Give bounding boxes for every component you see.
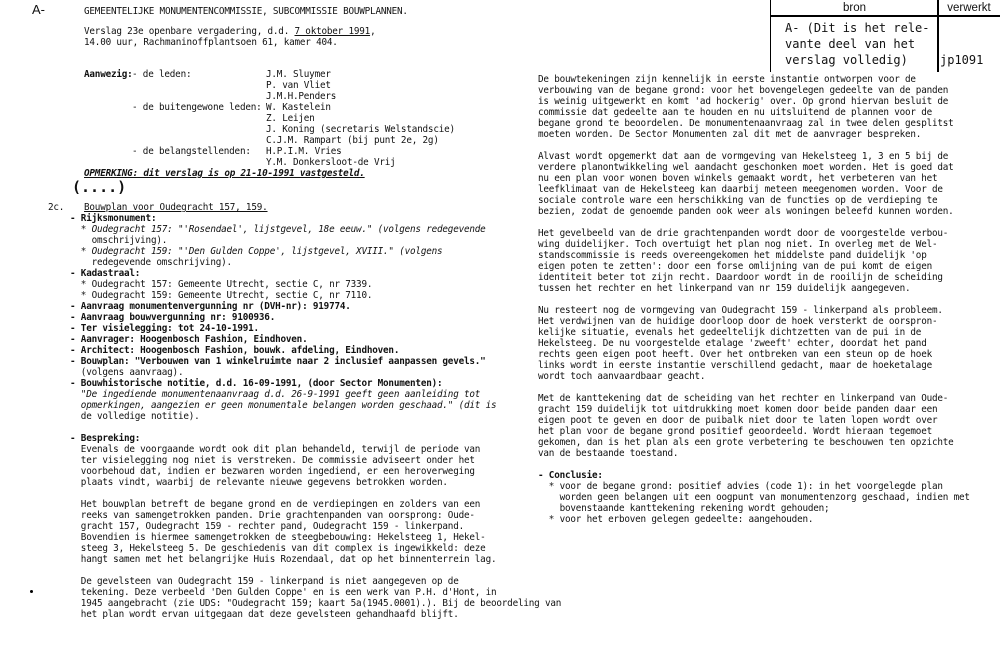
text-line: ter visielegging nog niet is verstreken. De commissie adviseert onder het [70, 455, 475, 466]
text-line: voorbehoud dat, indien er bezwaren worden ingediend, er een heroverweging [70, 466, 475, 477]
text-line: De gevelsteen van Oudegracht 159 - linkerpand is niet aangegeven op de [70, 576, 459, 587]
text-line: - Aanvraag bouwvergunning nr: 9100936. [70, 312, 276, 323]
text-line: hangt samen met het belangrijke Huis Rozendaal, dat op het binnenterrein lag. [70, 554, 497, 565]
text-line: * Oudegracht 159: Gemeente Utrecht, sectie C, nr 7110. [70, 290, 373, 301]
bron-note-line-3: verslag volledig) [785, 53, 908, 67]
text-line: het plan wordt ervan uitgegaan dat deze gevelsteen gehandhaafd blijft. [70, 609, 459, 620]
text-line: "De ingediende monumentenaanvraag d.d. 26-9-1991 geeft geen aanleiding tot [70, 389, 481, 400]
text-line: De bouwtekeningen zijn kennelijk in eerste instantie ontworpen voor de [538, 74, 916, 85]
text-line: kelijke situatie, evenals het gedeeltelijk dichtzetten van de pui in de [538, 327, 922, 338]
attendance-name: C.J.M. Rampart (bij punt 2e, 2g) [266, 135, 439, 146]
text-line: - Aanvraag monumentenvergunning nr (DVH-nr): 919774. [70, 301, 351, 312]
text-line: - Bespreking: [70, 433, 141, 444]
meeting-date: 7 oktober 1991 [294, 26, 371, 37]
text-line: - Rijksmonument: [70, 213, 157, 224]
text-line: standscommissie is reeds overeengekomen het middelste pand duidelijk 'op [538, 250, 927, 261]
attendance-role: - de belangstellenden: [132, 146, 251, 157]
text-line: identiteit beter tot zijn recht. Daardoor wordt in de rooilijn de scheiding [538, 272, 943, 283]
text-line: * Oudegracht 157: Gemeente Utrecht, sectie C, nr 7339. [70, 279, 373, 290]
text-line: - Conclusie: [538, 470, 603, 481]
text-line: commissie dat gedeelte aan te houden en nu uitsluitend de plannen voor de [538, 107, 932, 118]
text-line: Nu resteert nog de vormgeving van Oudegracht 159 - linkerpand als probleem. [538, 305, 943, 316]
text-line: - Bouwplan: "Verbouwen van 1 winkelruimte naar 2 inclusief aanpassen gevels." [70, 356, 486, 367]
text-line: opmerkingen, aangezien er geen monumentale belangen worden geschaad." (dit is [70, 400, 497, 411]
text-line: Bovendien is hiermee samengetrokken de steegbebouwing: Hekelsteeg 1, Hekel- [70, 532, 486, 543]
document-title: GEMEENTELIJKE MONUMENTENCOMMISSIE, SUBCOMMISSIE BOUWPLANNEN. [84, 6, 408, 17]
text-line: worden geen belangen uit een oogpunt van monumentenzorg geschaad, indien met [538, 492, 970, 503]
text-line: rechts geen eigen poot heeft. Over het ontbreken van een steun op de hoek [538, 349, 932, 360]
text-line: Hekelsteeg. De nu voorgestelde etalage 'zweeft' echter, doordat het pand [538, 338, 927, 349]
meeting-location: 14.00 uur, Rachmaninoffplantsoen 61, kamer 404. [84, 37, 338, 48]
item-right-column [538, 74, 970, 536]
meeting-line-pre: Verslag 23e openbare vergadering, d.d. [84, 26, 295, 37]
meeting-line-post: , [370, 26, 376, 37]
text-line: * Oudegracht 157: "'Rosendael', lijstgevel, 18e eeuw." (volgens redegevende [70, 224, 486, 235]
reference-code: jp1091 [940, 53, 984, 67]
paragraph [538, 151, 970, 217]
item-number: 2c. [48, 202, 65, 213]
text-line: het plan voor de begane grond positief geoordeeld. Wordt hieraan tegemoet [538, 426, 932, 437]
text-line: gekomen, dan is het plan als een grote verbetering te beschouwen ten opzichte [538, 437, 954, 448]
paragraph [538, 74, 970, 140]
text-line: bovenstaande kanttekening rekening wordt gehouden; [538, 503, 830, 514]
text-line: 1945 aangebracht (zie UDS: "Oudegracht 159; kaart 5a(1945.0001).). Bij de beoordeling van [70, 598, 562, 609]
attendance-role: - de buitengewone leden: [132, 102, 262, 113]
text-line: nu een plan voor wonen boven winkels gemaakt wordt, het verbeteren van het [538, 173, 938, 184]
text-line: * voor het erboven gelegen gedeelte: aangehouden. [538, 514, 814, 525]
bron-note-line-1: A- (Dit is het rele- [785, 21, 930, 35]
text-line: sociale controle ware een herschikking van de functies op de verdieping te [538, 195, 938, 206]
col-verwerkt-label: verwerkt [947, 2, 991, 14]
ellipsis: (....) [72, 178, 127, 196]
text-line: Het bouwplan betreft de begane grond en de verdiepingen en zolders van een [70, 499, 481, 510]
verwerkt-cell [937, 15, 1000, 72]
text-line: links wordt in eerste instantie verschillend gedacht, maar de hoeketalage [538, 360, 932, 371]
text-line: plaats vindt, waarbij de relevante nieuwe gegevens betrokken worden. [70, 477, 448, 488]
text-line: omschrijving). [70, 235, 168, 246]
text-line: Met de kanttekening dat de scheiding van het rechter en linkerpand van Oude- [538, 393, 949, 404]
text-line: eigen poten te zetten': door een forse omlijning van de pui komt de eigen [538, 261, 932, 272]
attendance-name: J. Koning (secretaris Welstandscie) [266, 124, 455, 135]
text-line: Evenals de voorgaande wordt ook dit plan behandeld, terwijl de periode van [70, 444, 481, 455]
spacer-line [70, 488, 561, 499]
text-line: wordt toch aanvaardbaar geacht. [538, 371, 706, 382]
text-line: - Kadastraal: [70, 268, 141, 279]
text-line: * voor de begane grond: positief advies (code 1): in het voorgelegde plan [538, 481, 943, 492]
spacer-line [70, 565, 561, 576]
paragraph [538, 393, 970, 459]
text-line: verdere planontwikkeling wel aandacht geschonken moet worden. Het is goed dat [538, 162, 954, 173]
text-line: * Oudegracht 159: "'Den Gulden Coppe', lijstgevel, XVIII." (volgens [70, 246, 443, 257]
meeting-line [84, 26, 375, 37]
attendance-name: H.P.I.M. Vries [266, 146, 342, 157]
text-line: wing duidelijker. Toch overtuigt het plan nog niet. In overleg met de Wel- [538, 239, 938, 250]
remark: OPMERKING: dit verslag is op 21-10-1991 vastgesteld. [84, 168, 365, 179]
text-line: - Ter visielegging: tot 24-10-1991. [70, 323, 259, 334]
text-line: Alvast wordt opgemerkt dat aan de vormgeving van Hekelsteeg 1, 3 en 5 bij de [538, 151, 949, 162]
text-line: - Architect: Hoogenbosch Fashion, bouwk. afdeling, Eindhoven. [70, 345, 400, 356]
paragraph [538, 470, 970, 525]
attendance-name: Z. Leijen [266, 113, 315, 124]
text-line: bezien, zodat de genoemde panden ook weer als woningen beleefd kunnen worden. [538, 206, 954, 217]
attendance-name: W. Kastelein [266, 102, 331, 113]
source-table [762, 0, 1000, 72]
text-line: is weinig uitgewerkt en komt 'ad hockerig' over. Op grond hiervan besluit de [538, 96, 949, 107]
margin-dot [30, 590, 33, 593]
attendance-role: - de leden: [132, 69, 192, 80]
text-line: redegevende omschrijving). [70, 257, 232, 268]
spacer-line [70, 422, 561, 433]
bron-cell [770, 15, 939, 72]
paragraph [538, 305, 970, 382]
attendance-name: J.M. Sluymer [266, 69, 331, 80]
text-line: Het gevelbeeld van de drie grachtenpanden wordt door de voorgestelde verbou- [538, 228, 949, 239]
text-line: eigen poot te geven en door de puibalk niet door te laten lopen wordt over [538, 415, 938, 426]
text-line: gracht 159 duidelijk tot uitdrukking moet komen door beide panden daar een [538, 404, 938, 415]
text-line: gracht 157, Oudegracht 159 - rechter pand, Oudegracht 159 - linkerpand. [70, 521, 464, 532]
paragraph [538, 228, 970, 294]
text-line: de volledige notitie). [70, 411, 200, 422]
item-title: Bouwplan voor Oudegracht 157, 159. [84, 202, 268, 213]
text-line: begane grond te beoordelen. De monumentenaanvraag zal in twee delen gesplitst [538, 118, 954, 129]
text-line: leefklimaat van de Hekelsteeg kan daarbij meteen meegenomen worden. Voor de [538, 184, 943, 195]
page-marker: A- [32, 2, 45, 17]
text-line: (volgens aanvraag). [70, 367, 184, 378]
text-line: tussen het rechter en het linkerpand van nr 159 duidelijk aangegeven. [538, 283, 911, 294]
bron-note-line-2: vante deel van het [785, 37, 916, 51]
text-line: tekening. Deze verbeeld 'Den Gulden Coppe' en is een werk van P.H. d'Hont, in [70, 587, 497, 598]
attendance-name: Y.M. Donkersloot-de Vrij [266, 157, 396, 168]
item-left-column [70, 213, 561, 620]
text-line: verbouwing van de begane grond: voor het bovengelegen gedeelte van de panden [538, 85, 949, 96]
text-line: steeg 3, Hekelsteeg 5. De geschiedenis van dit complex is ingewikkeld: deze [70, 543, 486, 554]
col-bron-label: bron [842, 2, 867, 14]
text-line: van de bestaande toestand. [538, 448, 679, 459]
text-line: - Bouwhistorische notitie, d.d. 16-09-1991, (door Sector Monumenten): [70, 378, 443, 389]
attendance-label: Aanwezig: [84, 69, 133, 80]
attendance-name: P. van Vliet [266, 80, 331, 91]
text-line: Het verdwijnen van de huidige doorloop door de hoek versterkt de oorspron- [538, 316, 938, 327]
text-line: reeks van samengetrokken panden. Drie grachtenpanden van oorsprong: Oude- [70, 510, 475, 521]
attendance-name: J.M.H.Penders [266, 91, 337, 102]
text-line: - Aanvrager: Hoogenbosch Fashion, Eindhoven. [70, 334, 308, 345]
text-line: moeten worden. De Sector Monumenten zal dit met de aanvrager bespreken. [538, 129, 922, 140]
